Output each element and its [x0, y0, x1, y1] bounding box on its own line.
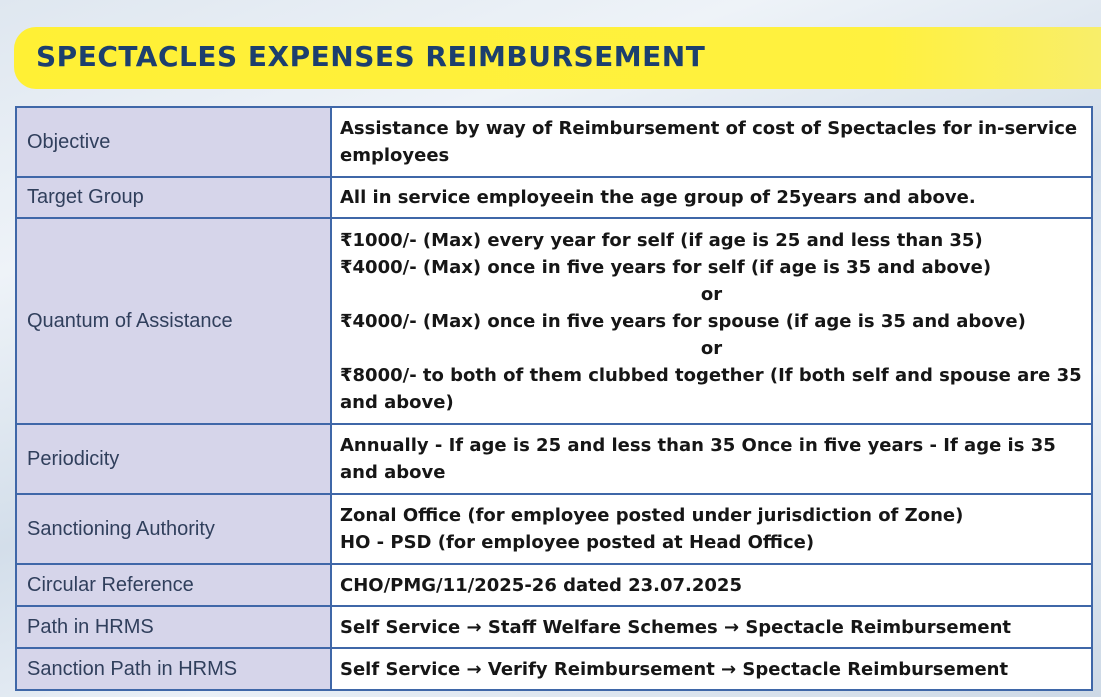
table-row-path-hrms: [16, 606, 1092, 648]
quantum-line-1: ₹1000/- (Max) every year for self (if age is 25 and less than 35): [340, 229, 983, 251]
row-value-circular-reference: CHO/PMG/11/2025-26 dated 23.07.2025: [331, 564, 1092, 606]
row-value-periodicity: Annually - If age is 25 and less than 35 Once in five years - If age is 35 and above: [331, 424, 1092, 494]
sanctioning-line-1: Zonal Office (for employee posted under jurisdiction of Zone): [340, 505, 964, 526]
page-title: SPECTACLES EXPENSES REIMBURSEMENT: [36, 40, 706, 73]
table-row-circular-reference: [16, 564, 1092, 606]
scheme-details-table: [15, 106, 1093, 691]
quantum-line-2: ₹4000/- (Max) once in five years for self (if age is 35 and above): [340, 256, 992, 278]
row-label-circular-reference: Circular Reference: [16, 564, 331, 606]
row-value-sanctioning-authority: [331, 494, 1092, 564]
quantum-line-4: ₹8000/- to both of them clubbed together (If both self and spouse are 35 and above): [340, 364, 1082, 413]
sanctioning-line-2: HO - PSD (for employee posted at Head Office): [340, 532, 815, 553]
row-label-sanction-path-hrms: Sanction Path in HRMS: [16, 648, 331, 690]
row-value-target-group: All in service employeein the age group of 25years and above.: [331, 177, 1092, 218]
row-value-sanction-path-hrms: Self Service → Verify Reimbursement → Spectacle Reimbursement: [331, 648, 1092, 690]
table-row-sanction-path-hrms: [16, 648, 1092, 690]
table-row-quantum: [16, 218, 1092, 424]
quantum-line-3: ₹4000/- (Max) once in five years for spouse (if age is 35 and above): [340, 310, 1026, 332]
row-label-periodicity: Periodicity: [16, 424, 331, 494]
row-label-sanctioning-authority: Sanctioning Authority: [16, 494, 331, 564]
quantum-or-2: or: [700, 337, 723, 359]
row-value-path-hrms: Self Service → Staff Welfare Schemes → Spectacle Reimbursement: [331, 606, 1092, 648]
row-label-quantum: Quantum of Assistance: [16, 218, 331, 424]
row-value-objective: Assistance by way of Reimbursement of cost of Spectacles for in-service employees: [331, 107, 1092, 177]
table-row-periodicity: [16, 424, 1092, 494]
table-row-sanctioning-authority: [16, 494, 1092, 564]
quantum-or-1: or: [700, 283, 723, 305]
row-label-objective: Objective: [16, 107, 331, 177]
row-label-path-hrms: Path in HRMS: [16, 606, 331, 648]
table-row-objective: [16, 107, 1092, 177]
table-row-target-group: [16, 177, 1092, 218]
row-label-target-group: Target Group: [16, 177, 331, 218]
row-value-quantum: [331, 218, 1092, 424]
